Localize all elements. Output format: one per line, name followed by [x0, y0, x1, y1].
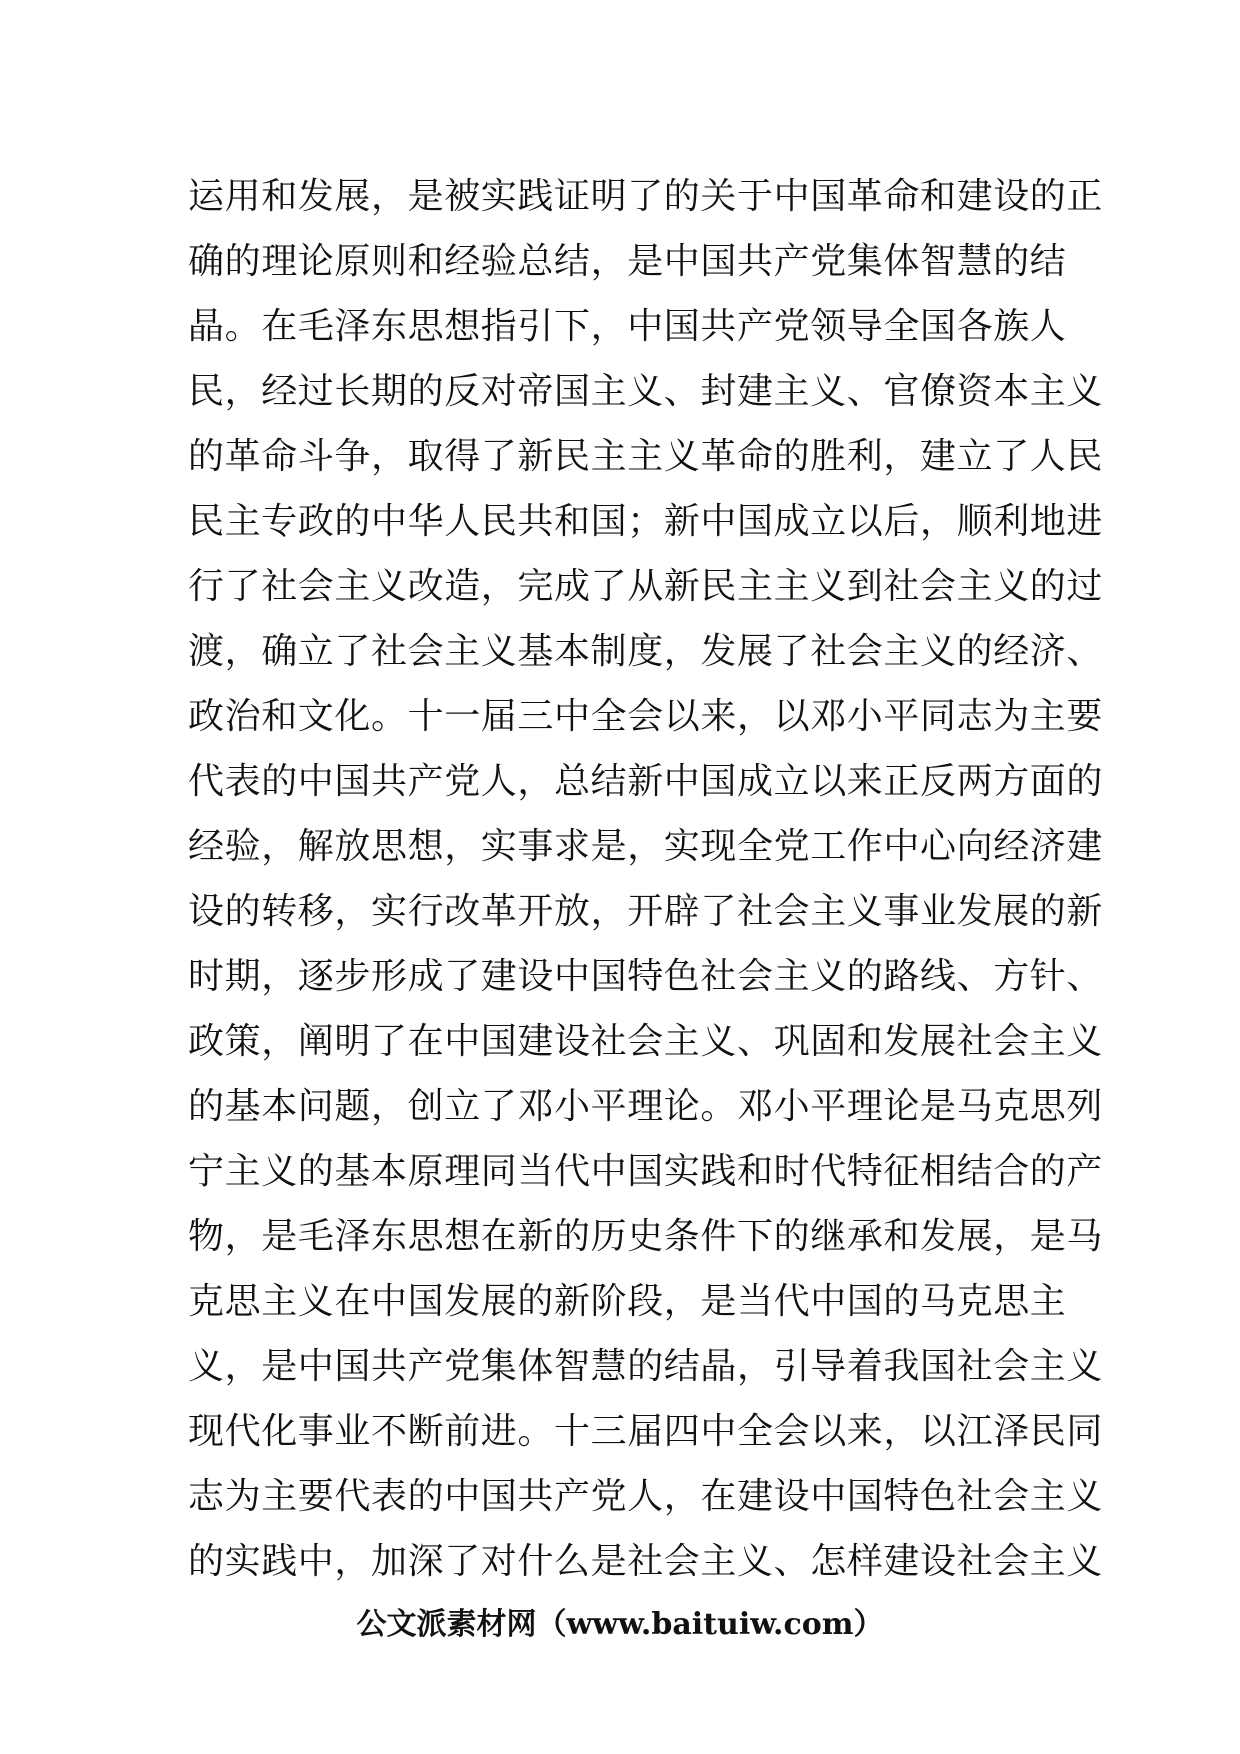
text-line: 克思主义在中国发展的新阶段，是当代中国的马克思主	[188, 1281, 1067, 1322]
body-text	[188, 164, 1104, 1594]
text-line: 宁主义的基本原理同当代中国实践和时代特征相结合的产	[188, 1151, 1104, 1192]
text-line: 时期，逐步形成了建设中国特色社会主义的路线、方针、	[188, 956, 1104, 997]
text-line: 运用和发展，是被实践证明了的关于中国革命和建设的正	[188, 176, 1104, 217]
text-line: 义，是中国共产党集体智慧的结晶，引导着我国社会主义	[188, 1346, 1104, 1387]
text-line: 政治和文化。十一届三中全会以来，以邓小平同志为主要	[188, 696, 1104, 737]
text-line: 确的理论原则和经验总结，是中国共产党集体智慧的结	[188, 241, 1067, 282]
text-line: 现代化事业不断前进。十三届四中全会以来，以江泽民同	[188, 1411, 1104, 1452]
text-line: 设的转移，实行改革开放，开辟了社会主义事业发展的新	[188, 891, 1104, 932]
text-line: 的革命斗争，取得了新民主主义革命的胜利，建立了人民	[188, 436, 1104, 477]
text-line: 经验，解放思想，实事求是，实现全党工作中心向经济建	[188, 826, 1104, 867]
text-line: 代表的中国共产党人，总结新中国成立以来正反两方面的	[188, 761, 1104, 802]
text-line: 的基本问题，创立了邓小平理论。邓小平理论是马克思列	[188, 1086, 1104, 1127]
text-line: 民，经过长期的反对帝国主义、封建主义、官僚资本主义	[188, 371, 1104, 412]
text-line: 的实践中，加深了对什么是社会主义、怎样建设社会主义	[188, 1541, 1104, 1582]
text-line: 志为主要代表的中国共产党人，在建设中国特色社会主义	[188, 1476, 1104, 1517]
text-line: 政策，阐明了在中国建设社会主义、巩固和发展社会主义	[188, 1021, 1104, 1062]
text-line: 渡，确立了社会主义基本制度，发展了社会主义的经济、	[188, 631, 1104, 672]
footer-source: 公文派素材网（www.baituiw.com）	[356, 1607, 884, 1642]
text-line: 晶。在毛泽东思想指引下，中国共产党领导全国各族人	[188, 306, 1067, 347]
text-line: 民主专政的中华人民共和国；新中国成立以后，顺利地进	[188, 501, 1104, 542]
text-line: 行了社会主义改造，完成了从新民主主义到社会主义的过	[188, 566, 1104, 607]
text-line: 物，是毛泽东思想在新的历史条件下的继承和发展，是马	[188, 1216, 1104, 1257]
